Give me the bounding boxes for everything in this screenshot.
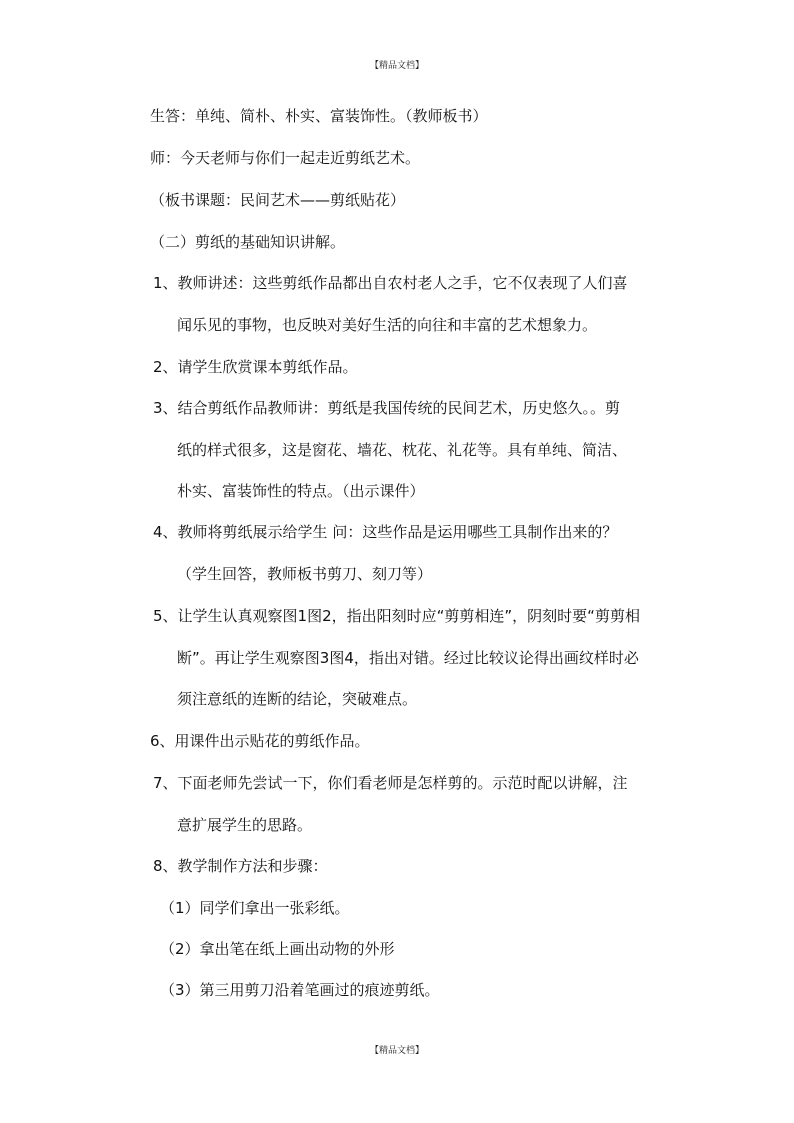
text-line: 意扩展学生的思路。 bbox=[177, 816, 313, 834]
text-line: 3、结合剪纸作品教师讲：剪纸是我国传统的民间艺术，历史悠久。。剪 bbox=[153, 399, 621, 417]
text-line: 师：今天老师与你们一起走近剪纸艺术。 bbox=[150, 149, 421, 167]
text-line: 6、用课件出示贴花的剪纸作品。 bbox=[150, 732, 370, 750]
text-line: 8、教学制作方法和步骤： bbox=[153, 857, 328, 875]
text-line: （1）同学们拿出一张彩纸。 bbox=[160, 899, 350, 917]
text-line: （二）剪纸的基础知识讲解。 bbox=[150, 233, 346, 251]
text-line: （2）拿出笔在纸上画出动物的外形 bbox=[160, 940, 395, 958]
text-line: 须注意纸的连断的结论，突破难点。 bbox=[177, 690, 418, 708]
page-header: 【精品文档】 bbox=[369, 61, 424, 71]
text-line: 闻乐见的事物，也反映对美好生活的向往和丰富的艺术想象力。 bbox=[177, 316, 598, 334]
text-line: 朴实、富装饰性的特点。（出示课件） bbox=[177, 482, 425, 500]
text-line: （板书课题：民间艺术——剪纸贴花） bbox=[150, 191, 406, 209]
text-line: （学生回答，教师板书剪刀、刻刀等） bbox=[177, 565, 433, 583]
page-footer: 【精品文档】 bbox=[369, 1046, 424, 1056]
text-line: 4、教师将剪纸展示给学生 问：这些作品是运用哪些工具制作出来的？ bbox=[153, 523, 618, 541]
text-line: 纸的样式很多，这是窗花、墙花、枕花、礼花等。具有单纯、简洁、 bbox=[177, 441, 628, 459]
text-line: 5、让学生认真观察图1图2，指出阳刻时应“剪剪相连”，阴刻时要“剪剪相 bbox=[153, 607, 640, 625]
text-line: （3）第三用剪刀沿着笔画过的痕迹剪纸。 bbox=[160, 981, 440, 999]
text-line: 7、下面老师先尝试一下，你们看老师是怎样剪的。示范时配以讲解，注 bbox=[153, 774, 628, 792]
text-line: 2、请学生欣赏课本剪纸作品。 bbox=[153, 358, 358, 376]
text-line: 生答：单纯、简朴、朴实、富装饰性。（教师板书） bbox=[150, 107, 488, 125]
text-line: 断”。再让学生观察图3图4，指出对错。经过比较议论得出画纹样时必 bbox=[177, 649, 639, 667]
text-line: 1、教师讲述：这些剪纸作品都出自农村老人之手，它不仅表现了人们喜 bbox=[153, 274, 628, 292]
